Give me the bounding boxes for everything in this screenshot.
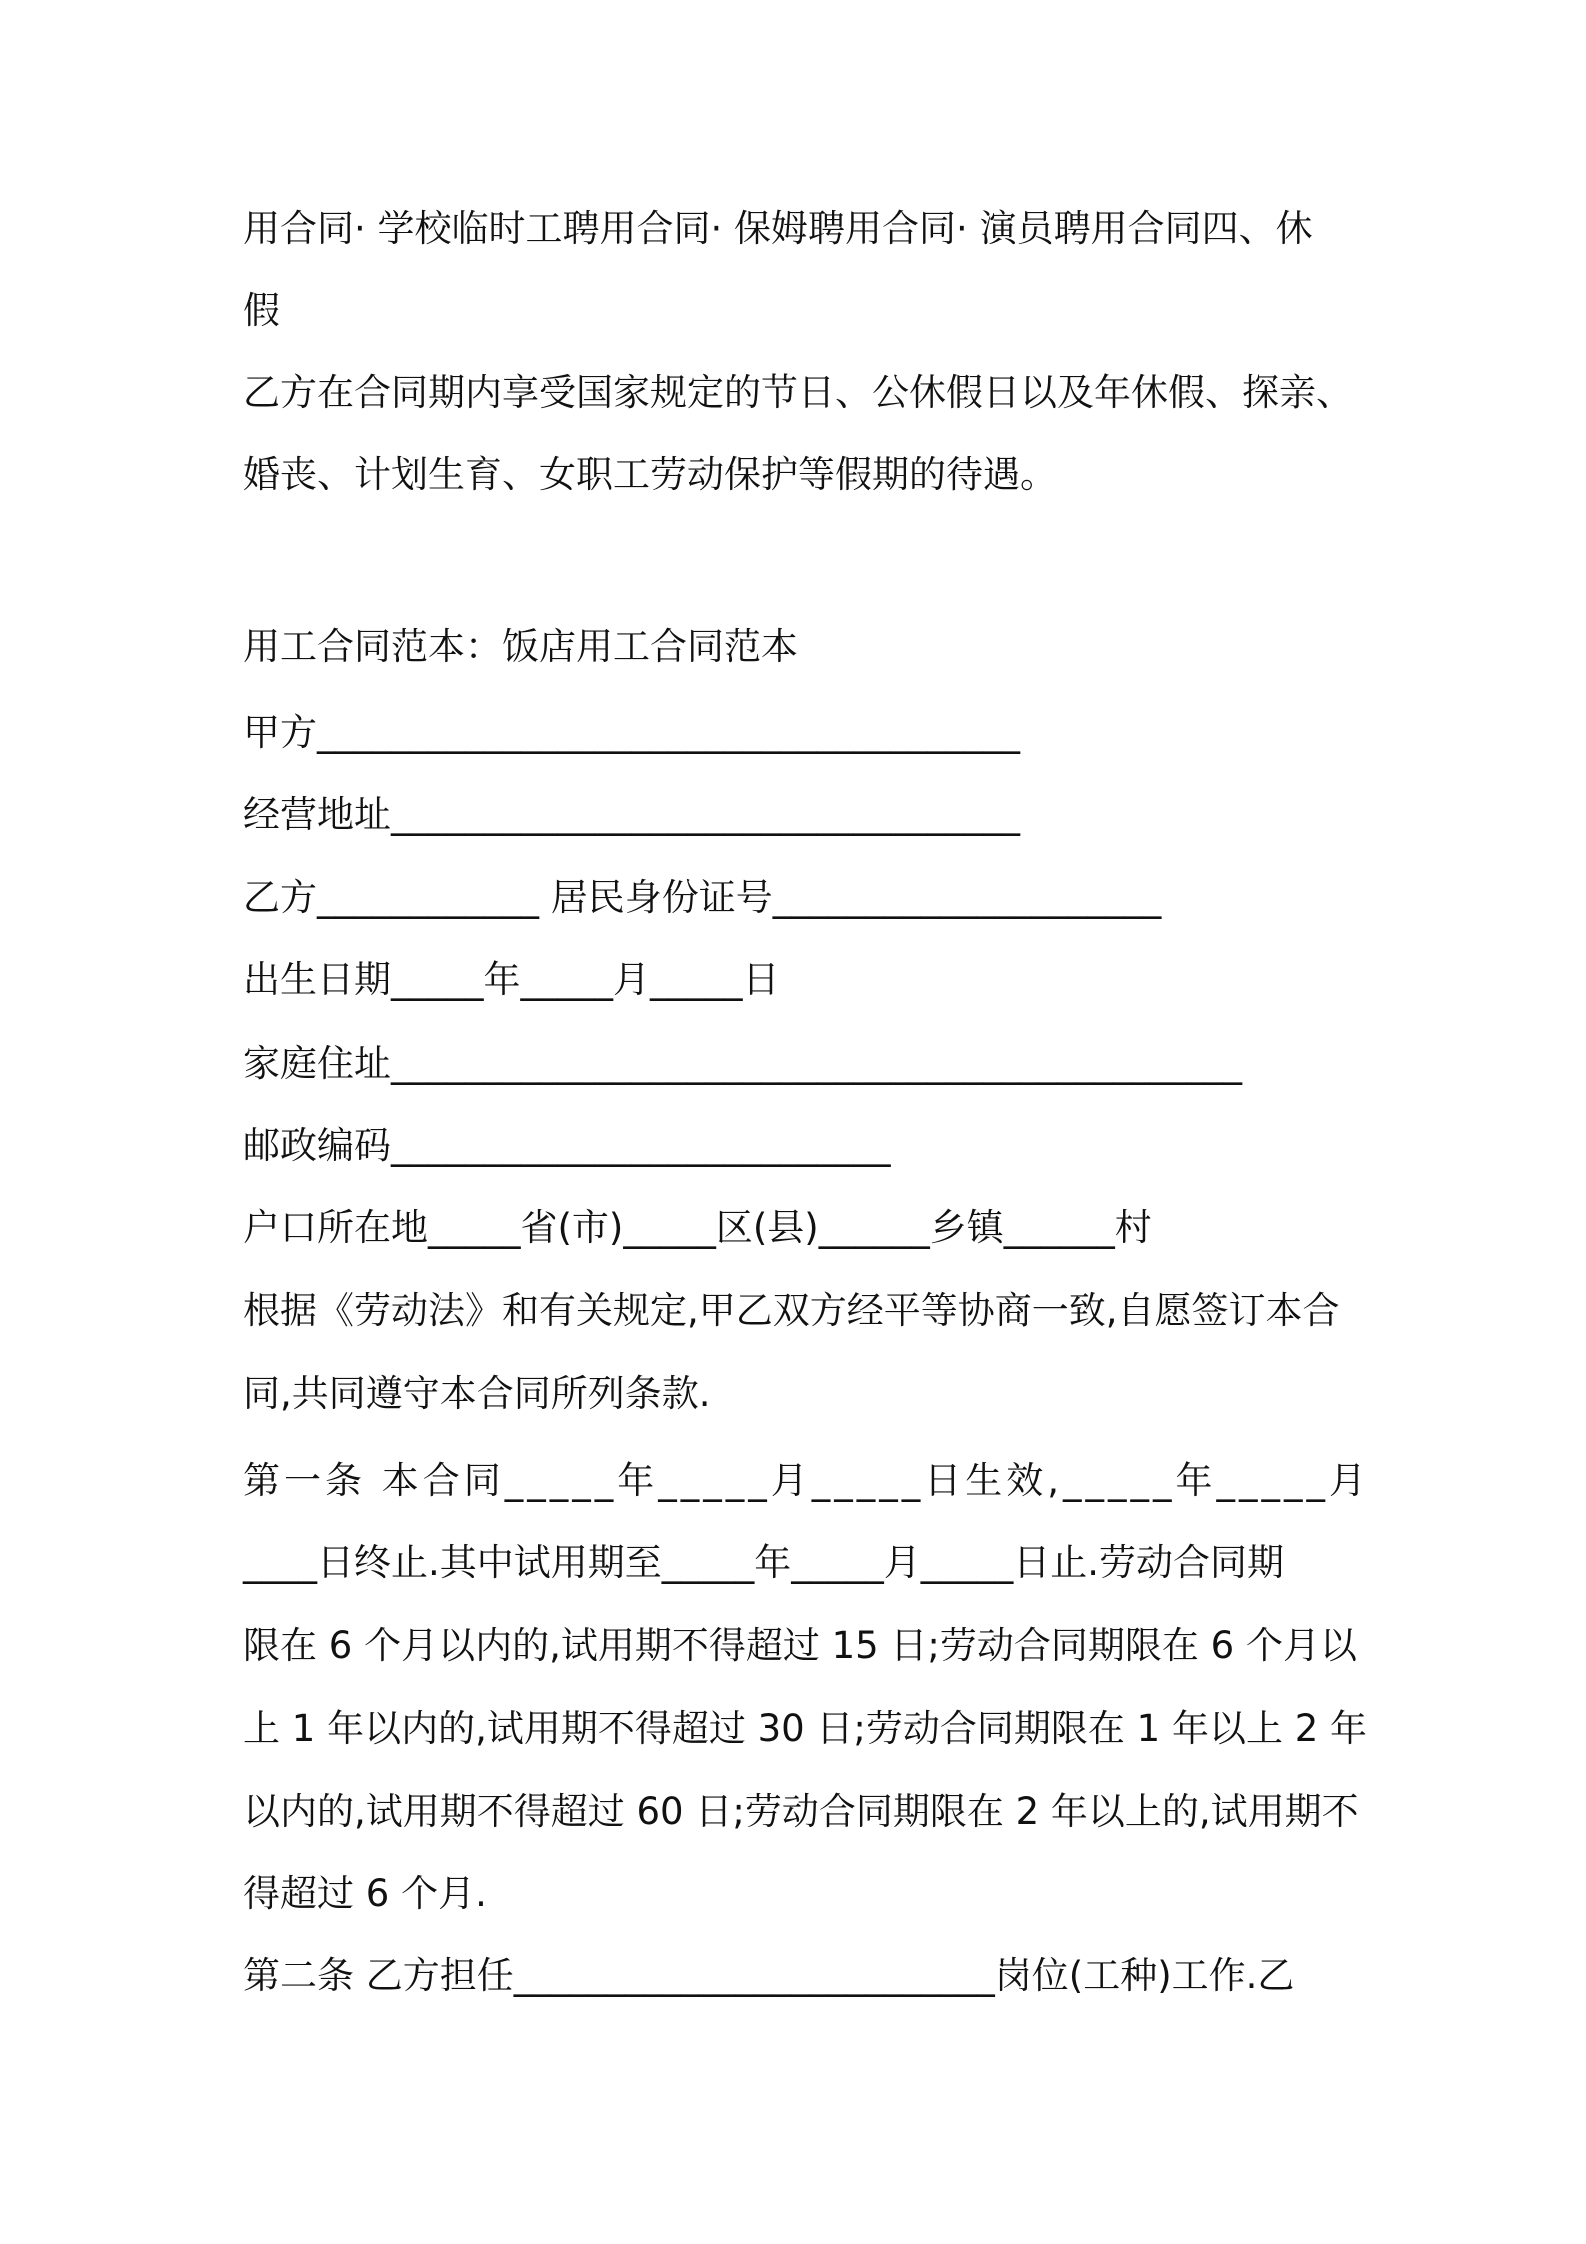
article-1-line-3: 限在 6 个月以内的,试用期不得超过 15 日;劳动合同期限在 6 个月以 <box>243 1624 1357 1667</box>
preamble-line-2: 同,共同遵守本合同所列条款. <box>243 1372 711 1415</box>
section-title: 用工合同范本：饭店用工合同范本 <box>243 625 798 668</box>
article-1-line-4: 上 1 年以内的,试用期不得超过 30 日;劳动合同期限在 1 年以上 2 年 <box>243 1707 1368 1750</box>
text-line-holiday-heading-end: 假 <box>243 289 280 332</box>
household-registration-line: 户口所在地_____省(市)_____区(县)______乡镇______村 <box>243 1206 1152 1249</box>
article-1-line-5: 以内的,试用期不得超过 60 日;劳动合同期限在 2 年以上的,试用期不 <box>243 1790 1359 1833</box>
postal-code-line: 邮政编码___________________________ <box>243 1124 891 1167</box>
text-line-holiday-2: 婚丧、计划生育、女职工劳动保护等假期的待遇。 <box>243 453 1057 496</box>
party-b-id-line: 乙方____________ 居民身份证号_____________________ <box>243 876 1162 919</box>
article-2-line-1: 第二条 乙方担任__________________________岗位(工种)工作.乙 <box>243 1954 1295 1997</box>
article-1-line-1: 第一条 本合同_____年_____月_____日生效,_____年_____月 <box>243 1459 1371 1502</box>
business-address-line: 经营地址__________________________________ <box>243 793 1020 836</box>
preamble-line-1: 根据《劳动法》和有关规定,甲乙双方经平等协商一致,自愿签订本合 <box>243 1289 1340 1332</box>
text-line-contract-types: 用合同· 学校临时工聘用合同· 保姆聘用合同· 演员聘用合同四、休 <box>243 207 1313 250</box>
party-a-line: 甲方______________________________________ <box>243 711 1020 754</box>
article-1-line-2: ____日终止.其中试用期至_____年_____月_____日止.劳动合同期 <box>243 1541 1285 1584</box>
home-address-line: 家庭住址______________________________________________ <box>243 1042 1242 1085</box>
article-1-line-6: 得超过 6 个月. <box>243 1872 487 1915</box>
text-line-holiday-1: 乙方在合同期内享受国家规定的节日、公休假日以及年休假、探亲、 <box>243 371 1353 414</box>
birth-date-line: 出生日期_____年_____月_____日 <box>243 958 780 1001</box>
